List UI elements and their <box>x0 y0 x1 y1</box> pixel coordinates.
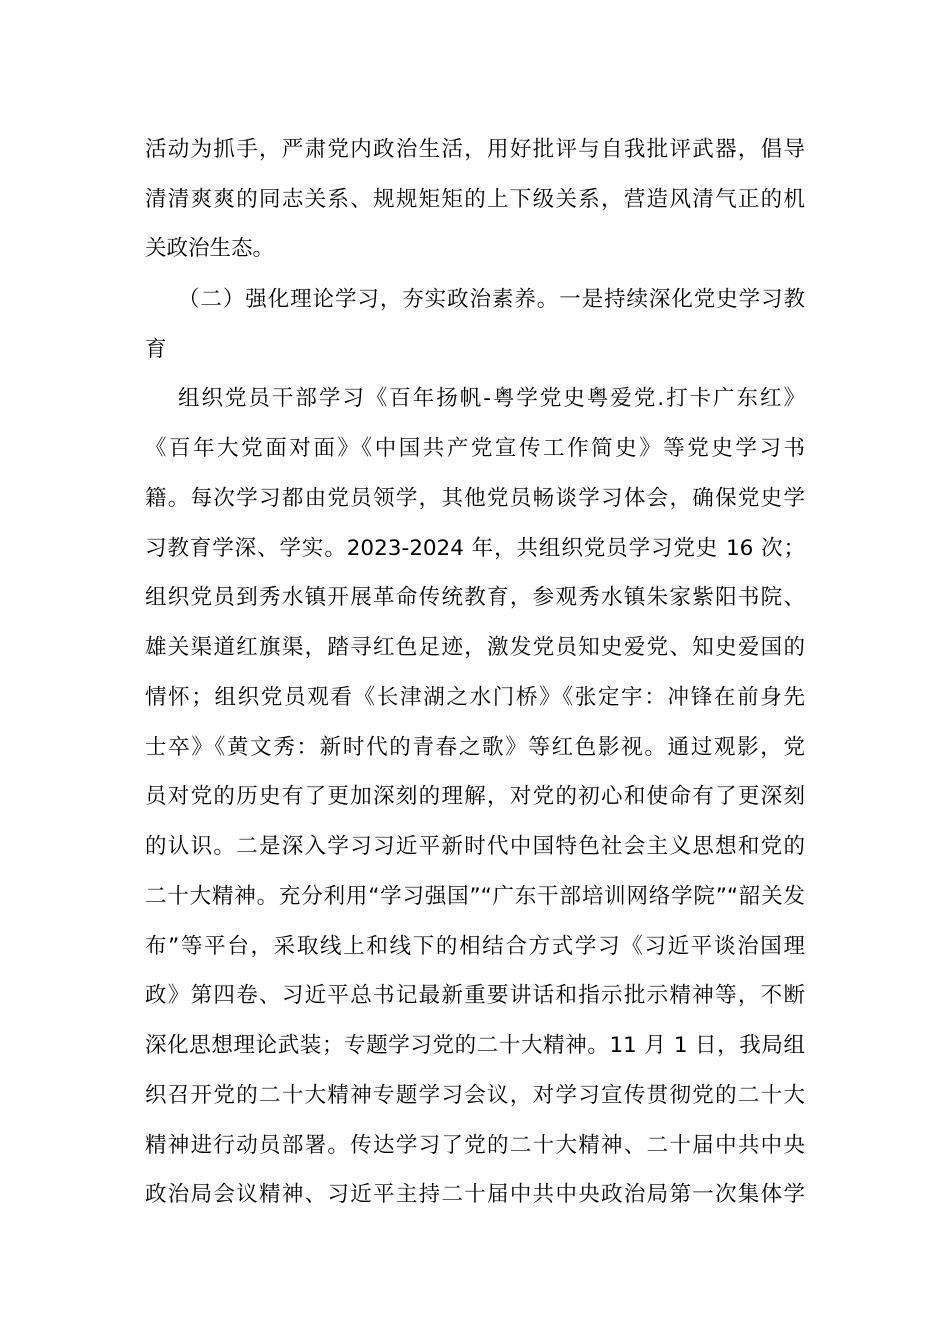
text-line: 情怀；组织党员观看《长津湖之水门桥》《张定宇：冲锋在前身先 <box>145 685 805 710</box>
text-line: 政治局会议精神、习近平主持二十届中共中央政治局第一次集体学 <box>145 1182 805 1207</box>
text-line: 活动为抓手，严肃党内政治生活，用好批评与自我批评武器，倡导 <box>145 137 805 162</box>
text-line: 深化思想理论武装；专题学习党的二十大精神。11 月 1 日，我局组 <box>145 1033 805 1058</box>
text-line: 布”等平台，采取线上和线下的相结合方式学习《习近平谈治国理 <box>145 934 805 959</box>
text-line: 关政治生态。 <box>145 236 275 261</box>
text-line: 雄关渠道红旗渠，踏寻红色足迹，激发党员知史爱党、知史爱国的 <box>145 635 805 660</box>
text-line: 政》第四卷、习近平总书记最新重要讲话和指示批示精神等，不断 <box>145 983 805 1008</box>
text-line: 习教育学深、学实。2023-2024 年，共组织党员学习党史 16 次； <box>145 536 805 561</box>
text-line: 组织党员到秀水镇开展革命传统教育，参观秀水镇朱家紫阳书院、 <box>145 585 805 610</box>
text-line: 《百年大党面对面》《中国共产党宣传工作简史》等党史学习书 <box>145 436 805 461</box>
text-line: 精神进行动员部署。传达学习了党的二十大精神、二十届中共中央 <box>145 1133 805 1158</box>
text-line: 员对党的历史有了更加深刻的理解，对党的初心和使命有了更深刻 <box>145 784 805 809</box>
text-line: 织召开党的二十大精神专题学习会议，对学习宣传贯彻党的二十大 <box>145 1083 805 1108</box>
text-line: 的认识。二是深入学习习近平新时代中国特色社会主义思想和党的 <box>145 834 805 859</box>
text-line: 籍。每次学习都由党员领学，其他党员畅谈学习体会，确保党史学 <box>145 486 805 511</box>
section-heading-line: （二）强化理论学习，夯实政治素养。一是持续深化党史学习教 <box>178 287 805 312</box>
text-line: 组织党员干部学习《百年扬帆-粤学党史粤爱党.打卡广东红》 <box>178 386 805 411</box>
text-line: 二十大精神。充分利用“学习强国”“广东干部培训网络学院”“韶关发 <box>145 884 805 909</box>
text-line: 育 <box>145 337 167 362</box>
text-line: 清清爽爽的同志关系、规规矩矩的上下级关系，营造风清气正的机 <box>145 187 805 212</box>
text-line: 士卒》《黄文秀：新时代的青春之歌》等红色影视。通过观影，党 <box>145 735 805 760</box>
